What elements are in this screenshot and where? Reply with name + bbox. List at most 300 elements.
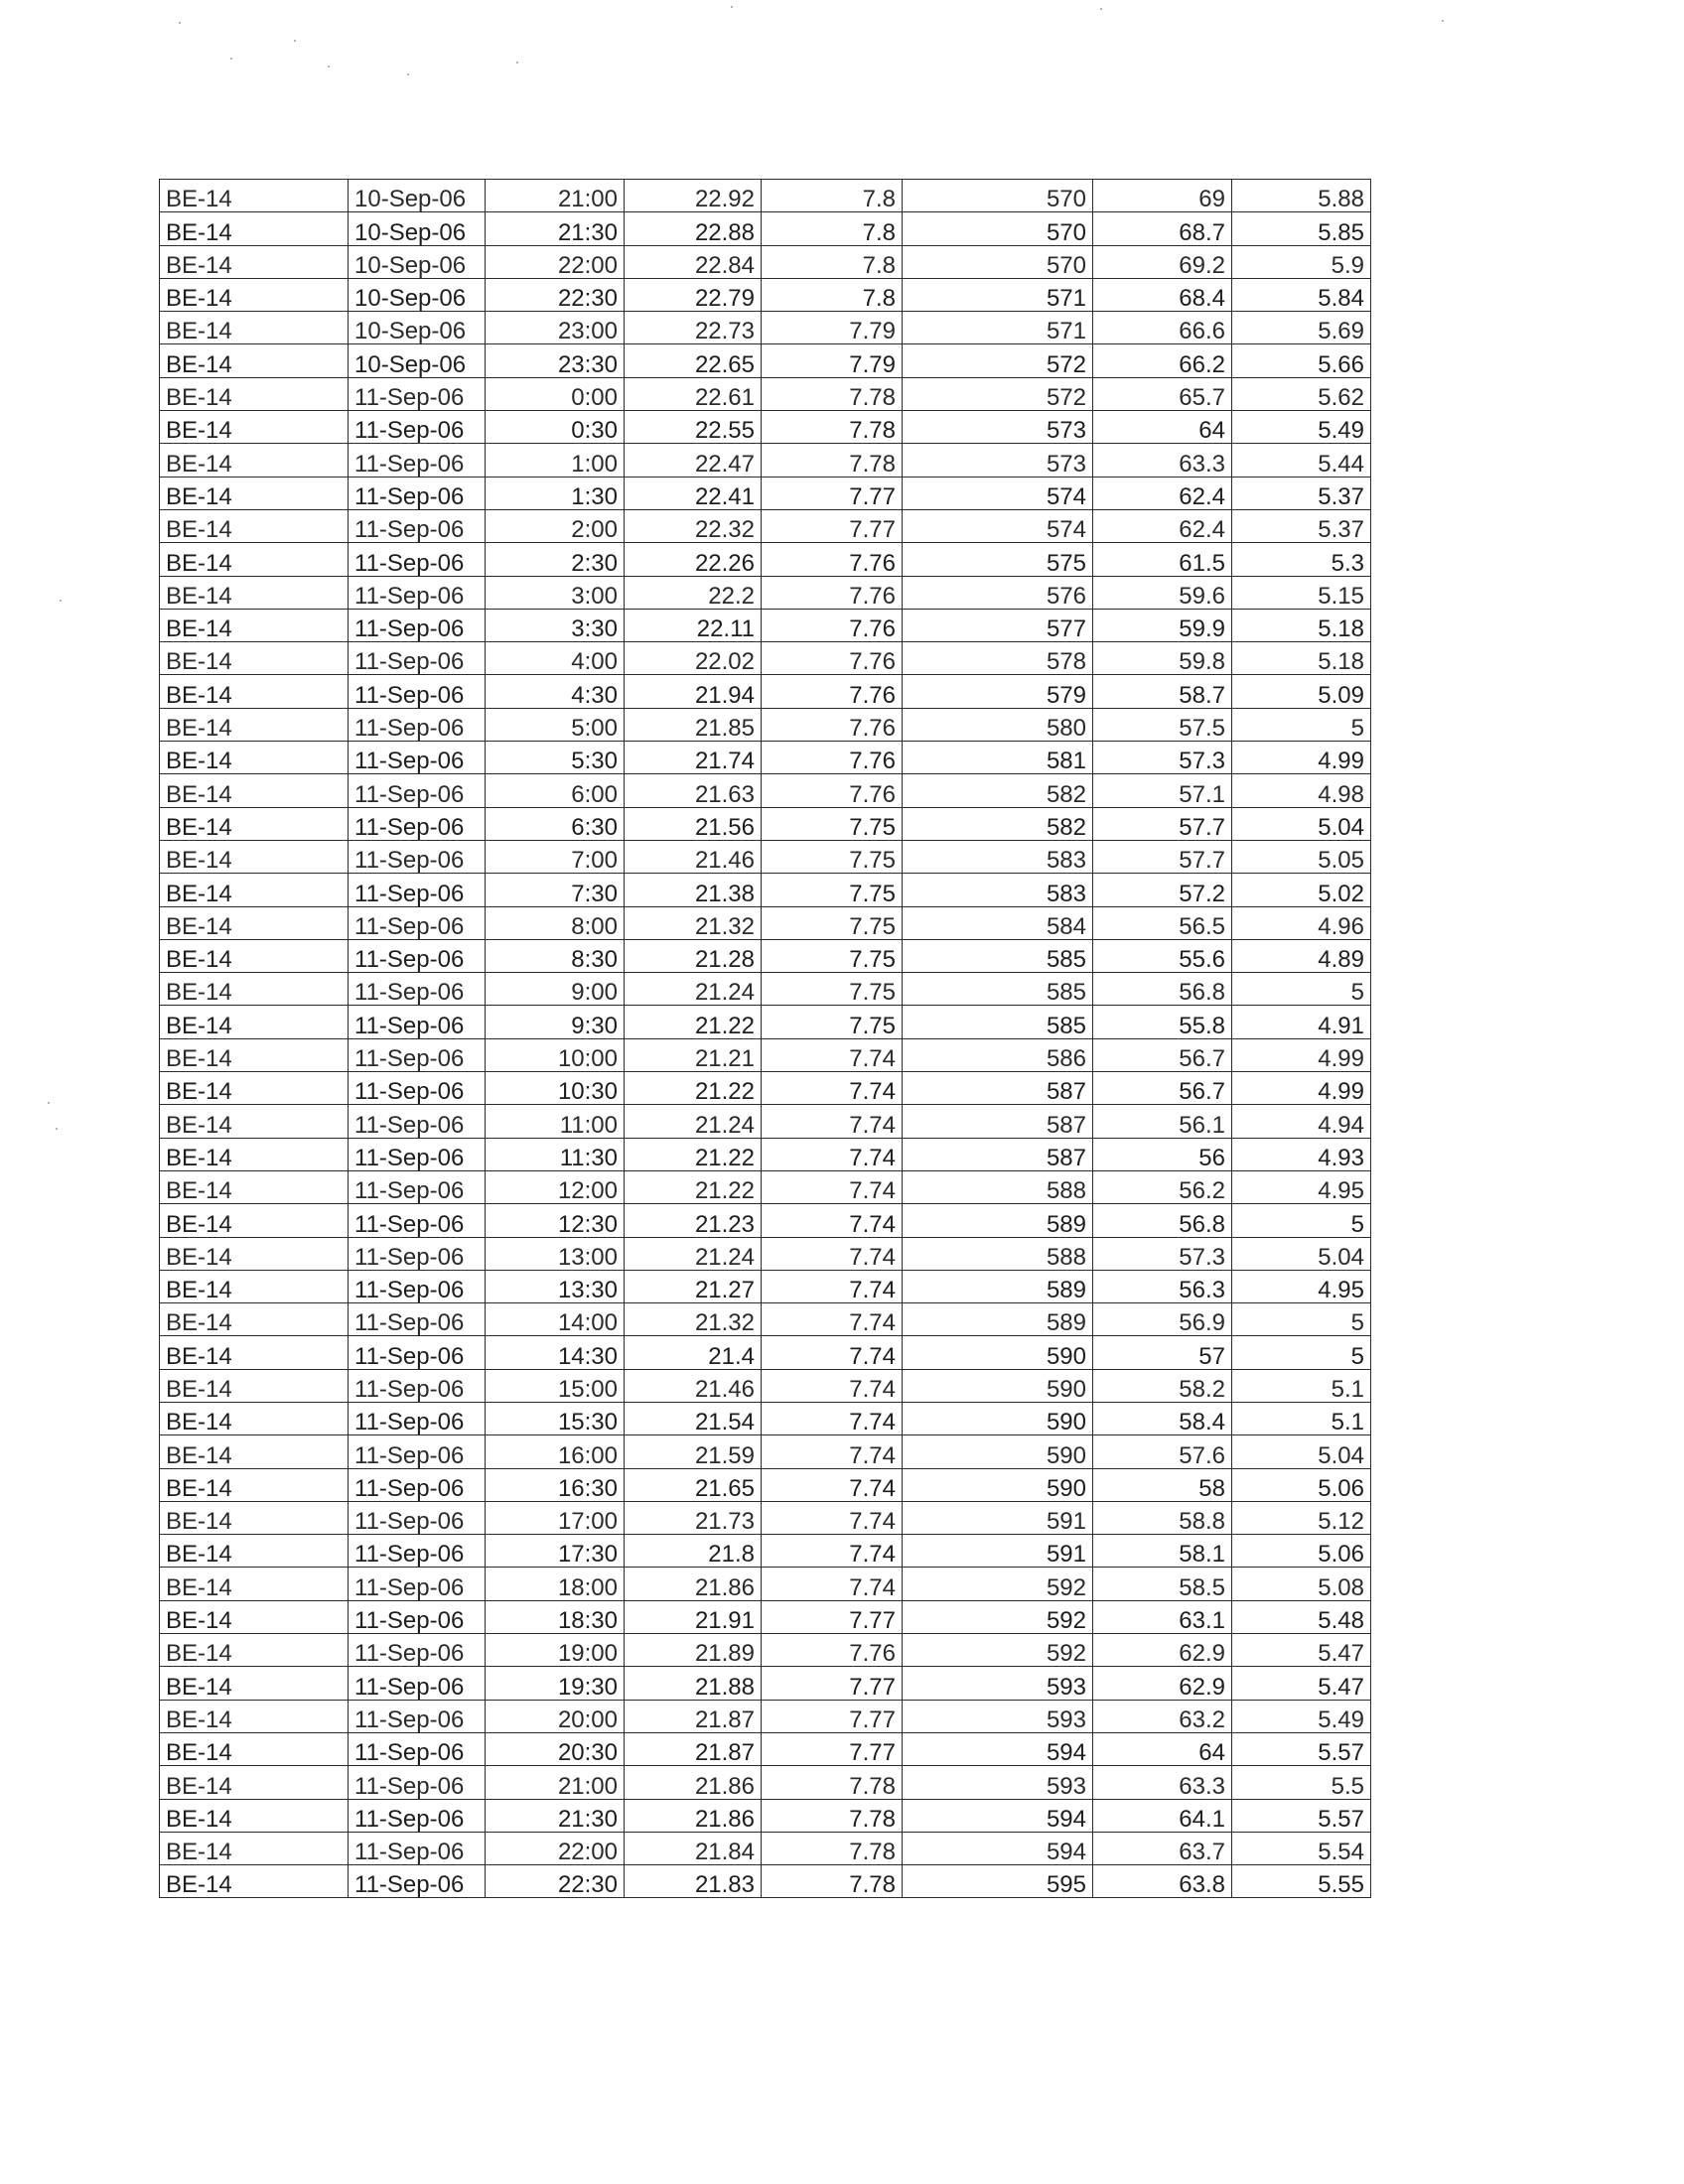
station-id-cell: BE-14: [160, 411, 349, 444]
table-row: [160, 609, 1371, 641]
value5-cell: 4.89: [1232, 939, 1371, 972]
date-cell: 11-Sep-06: [349, 509, 486, 542]
time-cell: 8:00: [486, 906, 625, 939]
value5-cell: 5.06: [1232, 1468, 1371, 1501]
station-id-cell: BE-14: [160, 278, 349, 311]
date-cell: 11-Sep-06: [349, 377, 486, 410]
value1-cell: 22.65: [625, 344, 762, 377]
value3-cell: 594: [903, 1832, 1093, 1864]
value4-cell: 63.8: [1093, 1865, 1232, 1898]
value2-cell: 7.77: [762, 1667, 903, 1700]
value2-cell: 7.76: [762, 576, 903, 609]
table-row: [160, 1270, 1371, 1302]
value3-cell: 591: [903, 1501, 1093, 1534]
value1-cell: 21.21: [625, 1038, 762, 1071]
value4-cell: 62.9: [1093, 1634, 1232, 1667]
time-cell: 2:00: [486, 509, 625, 542]
table-row: [160, 840, 1371, 873]
time-cell: 7:00: [486, 840, 625, 873]
value1-cell: 22.73: [625, 312, 762, 344]
value1-cell: 22.84: [625, 245, 762, 278]
value1-cell: 22.11: [625, 609, 762, 641]
station-id-cell: BE-14: [160, 1303, 349, 1336]
value4-cell: 57.6: [1093, 1435, 1232, 1468]
value4-cell: 66.2: [1093, 344, 1232, 377]
date-cell: 11-Sep-06: [349, 444, 486, 477]
time-cell: 22:30: [486, 1865, 625, 1898]
value5-cell: 4.96: [1232, 906, 1371, 939]
time-cell: 21:00: [486, 1766, 625, 1799]
table-row: [160, 1865, 1371, 1898]
date-cell: 11-Sep-06: [349, 1435, 486, 1468]
value3-cell: 593: [903, 1667, 1093, 1700]
value2-cell: 7.8: [762, 180, 903, 212]
date-cell: 10-Sep-06: [349, 312, 486, 344]
value4-cell: 63.7: [1093, 1832, 1232, 1864]
value2-cell: 7.75: [762, 939, 903, 972]
date-cell: 10-Sep-06: [349, 344, 486, 377]
value4-cell: 64: [1093, 1732, 1232, 1765]
value3-cell: 577: [903, 609, 1093, 641]
time-cell: 23:00: [486, 312, 625, 344]
table-row: [160, 1237, 1371, 1270]
value1-cell: 21.28: [625, 939, 762, 972]
value1-cell: 21.24: [625, 1105, 762, 1138]
value2-cell: 7.75: [762, 840, 903, 873]
time-cell: 22:00: [486, 1832, 625, 1864]
table-row: [160, 180, 1371, 212]
value2-cell: 7.78: [762, 1865, 903, 1898]
value5-cell: 5.9: [1232, 245, 1371, 278]
value4-cell: 57.1: [1093, 774, 1232, 807]
value3-cell: 587: [903, 1138, 1093, 1170]
date-cell: 11-Sep-06: [349, 939, 486, 972]
station-id-cell: BE-14: [160, 1138, 349, 1170]
value2-cell: 7.76: [762, 1634, 903, 1667]
table-row: [160, 1468, 1371, 1501]
station-id-cell: BE-14: [160, 1732, 349, 1765]
value3-cell: 570: [903, 212, 1093, 245]
value5-cell: 4.99: [1232, 1038, 1371, 1071]
station-id-cell: BE-14: [160, 1667, 349, 1700]
station-id-cell: BE-14: [160, 973, 349, 1006]
value4-cell: 57.2: [1093, 874, 1232, 906]
value3-cell: 583: [903, 840, 1093, 873]
value5-cell: 4.95: [1232, 1170, 1371, 1203]
table-row: [160, 1700, 1371, 1732]
value1-cell: 21.87: [625, 1732, 762, 1765]
value5-cell: 5.37: [1232, 509, 1371, 542]
value4-cell: 56.2: [1093, 1170, 1232, 1203]
value2-cell: 7.76: [762, 742, 903, 774]
station-id-cell: BE-14: [160, 1600, 349, 1633]
value4-cell: 58.2: [1093, 1369, 1232, 1402]
value2-cell: 7.79: [762, 344, 903, 377]
value2-cell: 7.74: [762, 1336, 903, 1369]
date-cell: 11-Sep-06: [349, 742, 486, 774]
date-cell: 11-Sep-06: [349, 1336, 486, 1369]
value4-cell: 65.7: [1093, 377, 1232, 410]
value1-cell: 21.86: [625, 1799, 762, 1832]
station-id-cell: BE-14: [160, 1700, 349, 1732]
value1-cell: 21.22: [625, 1006, 762, 1038]
value1-cell: 21.8: [625, 1535, 762, 1568]
time-cell: 12:00: [486, 1170, 625, 1203]
station-id-cell: BE-14: [160, 1501, 349, 1534]
value3-cell: 572: [903, 344, 1093, 377]
value2-cell: 7.76: [762, 675, 903, 708]
value5-cell: 4.93: [1232, 1138, 1371, 1170]
value5-cell: 5: [1232, 1204, 1371, 1237]
date-cell: 11-Sep-06: [349, 1766, 486, 1799]
value5-cell: 5.57: [1232, 1732, 1371, 1765]
station-id-cell: BE-14: [160, 1402, 349, 1434]
date-cell: 11-Sep-06: [349, 576, 486, 609]
value5-cell: 5: [1232, 1303, 1371, 1336]
time-cell: 2:30: [486, 543, 625, 576]
time-cell: 10:30: [486, 1072, 625, 1105]
value1-cell: 21.38: [625, 874, 762, 906]
table-row: [160, 312, 1371, 344]
value5-cell: 5.55: [1232, 1865, 1371, 1898]
date-cell: 11-Sep-06: [349, 1237, 486, 1270]
value1-cell: 21.59: [625, 1435, 762, 1468]
value2-cell: 7.74: [762, 1138, 903, 1170]
value2-cell: 7.78: [762, 444, 903, 477]
station-id-cell: BE-14: [160, 1105, 349, 1138]
date-cell: 11-Sep-06: [349, 1600, 486, 1633]
table-body: [160, 180, 1371, 1898]
value3-cell: 587: [903, 1105, 1093, 1138]
station-id-cell: BE-14: [160, 1369, 349, 1402]
date-cell: 11-Sep-06: [349, 1865, 486, 1898]
date-cell: 11-Sep-06: [349, 609, 486, 641]
time-cell: 9:30: [486, 1006, 625, 1038]
station-id-cell: BE-14: [160, 1799, 349, 1832]
value3-cell: 572: [903, 377, 1093, 410]
table-row: [160, 708, 1371, 741]
date-cell: 10-Sep-06: [349, 245, 486, 278]
time-cell: 6:30: [486, 807, 625, 840]
station-id-cell: BE-14: [160, 477, 349, 509]
date-cell: 11-Sep-06: [349, 1700, 486, 1732]
station-id-cell: BE-14: [160, 312, 349, 344]
value1-cell: 21.56: [625, 807, 762, 840]
station-id-cell: BE-14: [160, 245, 349, 278]
value1-cell: 22.61: [625, 377, 762, 410]
value4-cell: 69: [1093, 180, 1232, 212]
time-cell: 15:00: [486, 1369, 625, 1402]
time-cell: 4:00: [486, 642, 625, 675]
value4-cell: 66.6: [1093, 312, 1232, 344]
value5-cell: 5.04: [1232, 807, 1371, 840]
table-row: [160, 1038, 1371, 1071]
table-row: [160, 444, 1371, 477]
station-id-cell: BE-14: [160, 180, 349, 212]
value4-cell: 57.7: [1093, 840, 1232, 873]
value2-cell: 7.74: [762, 1501, 903, 1534]
time-cell: 19:00: [486, 1634, 625, 1667]
value2-cell: 7.74: [762, 1038, 903, 1071]
value4-cell: 55.6: [1093, 939, 1232, 972]
value5-cell: 4.99: [1232, 1072, 1371, 1105]
table-row: [160, 1799, 1371, 1832]
value3-cell: 587: [903, 1072, 1093, 1105]
value5-cell: 5.12: [1232, 1501, 1371, 1534]
value1-cell: 22.55: [625, 411, 762, 444]
value2-cell: 7.76: [762, 708, 903, 741]
value1-cell: 21.88: [625, 1667, 762, 1700]
station-id-cell: BE-14: [160, 1170, 349, 1203]
value5-cell: 5.49: [1232, 1700, 1371, 1732]
value2-cell: 7.74: [762, 1105, 903, 1138]
value1-cell: 21.85: [625, 708, 762, 741]
time-cell: 1:00: [486, 444, 625, 477]
value2-cell: 7.78: [762, 1766, 903, 1799]
table-row: [160, 774, 1371, 807]
time-cell: 14:30: [486, 1336, 625, 1369]
date-cell: 11-Sep-06: [349, 1138, 486, 1170]
value5-cell: 5.5: [1232, 1766, 1371, 1799]
table-row: [160, 973, 1371, 1006]
value4-cell: 64.1: [1093, 1799, 1232, 1832]
value3-cell: 590: [903, 1336, 1093, 1369]
table-row: [160, 1600, 1371, 1633]
value1-cell: 21.86: [625, 1568, 762, 1600]
station-id-cell: BE-14: [160, 1468, 349, 1501]
value2-cell: 7.8: [762, 278, 903, 311]
value4-cell: 63.1: [1093, 1600, 1232, 1633]
value2-cell: 7.79: [762, 312, 903, 344]
table-row: [160, 1832, 1371, 1864]
table-row: [160, 1138, 1371, 1170]
value2-cell: 7.77: [762, 1700, 903, 1732]
value1-cell: 21.83: [625, 1865, 762, 1898]
value3-cell: 592: [903, 1568, 1093, 1600]
value1-cell: 21.91: [625, 1600, 762, 1633]
value1-cell: 21.4: [625, 1336, 762, 1369]
value3-cell: 585: [903, 1006, 1093, 1038]
value4-cell: 62.4: [1093, 477, 1232, 509]
value4-cell: 64: [1093, 411, 1232, 444]
time-cell: 21:30: [486, 1799, 625, 1832]
value3-cell: 570: [903, 180, 1093, 212]
table-row: [160, 939, 1371, 972]
table-row: [160, 1303, 1371, 1336]
value4-cell: 59.8: [1093, 642, 1232, 675]
date-cell: 11-Sep-06: [349, 1006, 486, 1038]
date-cell: 11-Sep-06: [349, 1204, 486, 1237]
value2-cell: 7.74: [762, 1402, 903, 1434]
date-cell: 10-Sep-06: [349, 212, 486, 245]
date-cell: 11-Sep-06: [349, 477, 486, 509]
value2-cell: 7.76: [762, 642, 903, 675]
value3-cell: 589: [903, 1270, 1093, 1302]
table-row: [160, 642, 1371, 675]
date-cell: 11-Sep-06: [349, 774, 486, 807]
date-cell: 11-Sep-06: [349, 874, 486, 906]
value3-cell: 580: [903, 708, 1093, 741]
time-cell: 22:00: [486, 245, 625, 278]
value1-cell: 21.94: [625, 675, 762, 708]
value5-cell: 5.1: [1232, 1402, 1371, 1434]
value3-cell: 589: [903, 1303, 1093, 1336]
table-row: [160, 477, 1371, 509]
time-cell: 13:00: [486, 1237, 625, 1270]
value3-cell: 595: [903, 1865, 1093, 1898]
value5-cell: 4.95: [1232, 1270, 1371, 1302]
value5-cell: 5: [1232, 973, 1371, 1006]
date-cell: 11-Sep-06: [349, 840, 486, 873]
time-cell: 8:30: [486, 939, 625, 972]
value2-cell: 7.75: [762, 1006, 903, 1038]
value1-cell: 21.22: [625, 1072, 762, 1105]
time-cell: 11:30: [486, 1138, 625, 1170]
value5-cell: 5.08: [1232, 1568, 1371, 1600]
value3-cell: 593: [903, 1700, 1093, 1732]
value3-cell: 575: [903, 543, 1093, 576]
table-row: [160, 1402, 1371, 1434]
value1-cell: 22.88: [625, 212, 762, 245]
date-cell: 11-Sep-06: [349, 906, 486, 939]
table-row: [160, 675, 1371, 708]
time-cell: 5:00: [486, 708, 625, 741]
station-id-cell: BE-14: [160, 609, 349, 641]
value5-cell: 5.05: [1232, 840, 1371, 873]
date-cell: 11-Sep-06: [349, 973, 486, 1006]
value1-cell: 22.47: [625, 444, 762, 477]
value5-cell: 5.62: [1232, 377, 1371, 410]
station-id-cell: BE-14: [160, 906, 349, 939]
time-cell: 21:30: [486, 212, 625, 245]
date-cell: 11-Sep-06: [349, 1799, 486, 1832]
table-row: [160, 377, 1371, 410]
value4-cell: 68.7: [1093, 212, 1232, 245]
value3-cell: 592: [903, 1634, 1093, 1667]
date-cell: 11-Sep-06: [349, 807, 486, 840]
station-id-cell: BE-14: [160, 840, 349, 873]
date-cell: 11-Sep-06: [349, 1270, 486, 1302]
table-row: [160, 576, 1371, 609]
time-cell: 3:00: [486, 576, 625, 609]
value2-cell: 7.74: [762, 1270, 903, 1302]
value3-cell: 578: [903, 642, 1093, 675]
value3-cell: 590: [903, 1468, 1093, 1501]
value5-cell: 4.99: [1232, 742, 1371, 774]
value5-cell: 5.02: [1232, 874, 1371, 906]
value2-cell: 7.77: [762, 1600, 903, 1633]
station-id-cell: BE-14: [160, 939, 349, 972]
table-row: [160, 1105, 1371, 1138]
time-cell: 20:00: [486, 1700, 625, 1732]
value4-cell: 56.7: [1093, 1038, 1232, 1071]
station-id-cell: BE-14: [160, 642, 349, 675]
date-cell: 10-Sep-06: [349, 180, 486, 212]
value1-cell: 21.87: [625, 1700, 762, 1732]
value4-cell: 57.3: [1093, 1237, 1232, 1270]
date-cell: 11-Sep-06: [349, 1667, 486, 1700]
station-id-cell: BE-14: [160, 377, 349, 410]
value4-cell: 58.5: [1093, 1568, 1232, 1600]
time-cell: 4:30: [486, 675, 625, 708]
date-cell: 11-Sep-06: [349, 1303, 486, 1336]
station-id-cell: BE-14: [160, 1634, 349, 1667]
table-row: [160, 1006, 1371, 1038]
date-cell: 11-Sep-06: [349, 1732, 486, 1765]
value1-cell: 21.89: [625, 1634, 762, 1667]
value3-cell: 584: [903, 906, 1093, 939]
value4-cell: 57.5: [1093, 708, 1232, 741]
time-cell: 14:00: [486, 1303, 625, 1336]
station-id-cell: BE-14: [160, 675, 349, 708]
value2-cell: 7.74: [762, 1535, 903, 1568]
date-cell: 11-Sep-06: [349, 1072, 486, 1105]
station-id-cell: BE-14: [160, 742, 349, 774]
table-row: [160, 1535, 1371, 1568]
value4-cell: 59.9: [1093, 609, 1232, 641]
value3-cell: 582: [903, 807, 1093, 840]
value5-cell: 5.37: [1232, 477, 1371, 509]
value4-cell: 58.1: [1093, 1535, 1232, 1568]
value4-cell: 63.3: [1093, 1766, 1232, 1799]
time-cell: 10:00: [486, 1038, 625, 1071]
value1-cell: 21.73: [625, 1501, 762, 1534]
table-row: [160, 245, 1371, 278]
value1-cell: 21.46: [625, 840, 762, 873]
date-cell: 11-Sep-06: [349, 1568, 486, 1600]
station-id-cell: BE-14: [160, 1832, 349, 1864]
value3-cell: 573: [903, 411, 1093, 444]
table-row: [160, 1204, 1371, 1237]
value3-cell: 576: [903, 576, 1093, 609]
value4-cell: 56.5: [1093, 906, 1232, 939]
table-row: [160, 1435, 1371, 1468]
table-row: [160, 278, 1371, 311]
time-cell: 12:30: [486, 1204, 625, 1237]
time-cell: 13:30: [486, 1270, 625, 1302]
value5-cell: 5: [1232, 708, 1371, 741]
value5-cell: 5.06: [1232, 1535, 1371, 1568]
station-id-cell: BE-14: [160, 444, 349, 477]
value5-cell: 4.94: [1232, 1105, 1371, 1138]
value5-cell: 4.98: [1232, 774, 1371, 807]
value2-cell: 7.76: [762, 774, 903, 807]
date-cell: 11-Sep-06: [349, 543, 486, 576]
value1-cell: 21.54: [625, 1402, 762, 1434]
time-cell: 0:00: [486, 377, 625, 410]
value1-cell: 21.74: [625, 742, 762, 774]
time-cell: 16:30: [486, 1468, 625, 1501]
date-cell: 11-Sep-06: [349, 642, 486, 675]
value2-cell: 7.77: [762, 509, 903, 542]
station-id-cell: BE-14: [160, 576, 349, 609]
station-id-cell: BE-14: [160, 1535, 349, 1568]
value3-cell: 588: [903, 1237, 1093, 1270]
station-id-cell: BE-14: [160, 1006, 349, 1038]
station-id-cell: BE-14: [160, 212, 349, 245]
time-cell: 17:30: [486, 1535, 625, 1568]
station-id-cell: BE-14: [160, 774, 349, 807]
table-row: [160, 1732, 1371, 1765]
value1-cell: 21.65: [625, 1468, 762, 1501]
table-row: [160, 1072, 1371, 1105]
value2-cell: 7.75: [762, 906, 903, 939]
time-cell: 22:30: [486, 278, 625, 311]
time-cell: 11:00: [486, 1105, 625, 1138]
value5-cell: 5.09: [1232, 675, 1371, 708]
value1-cell: 21.63: [625, 774, 762, 807]
value2-cell: 7.74: [762, 1170, 903, 1203]
